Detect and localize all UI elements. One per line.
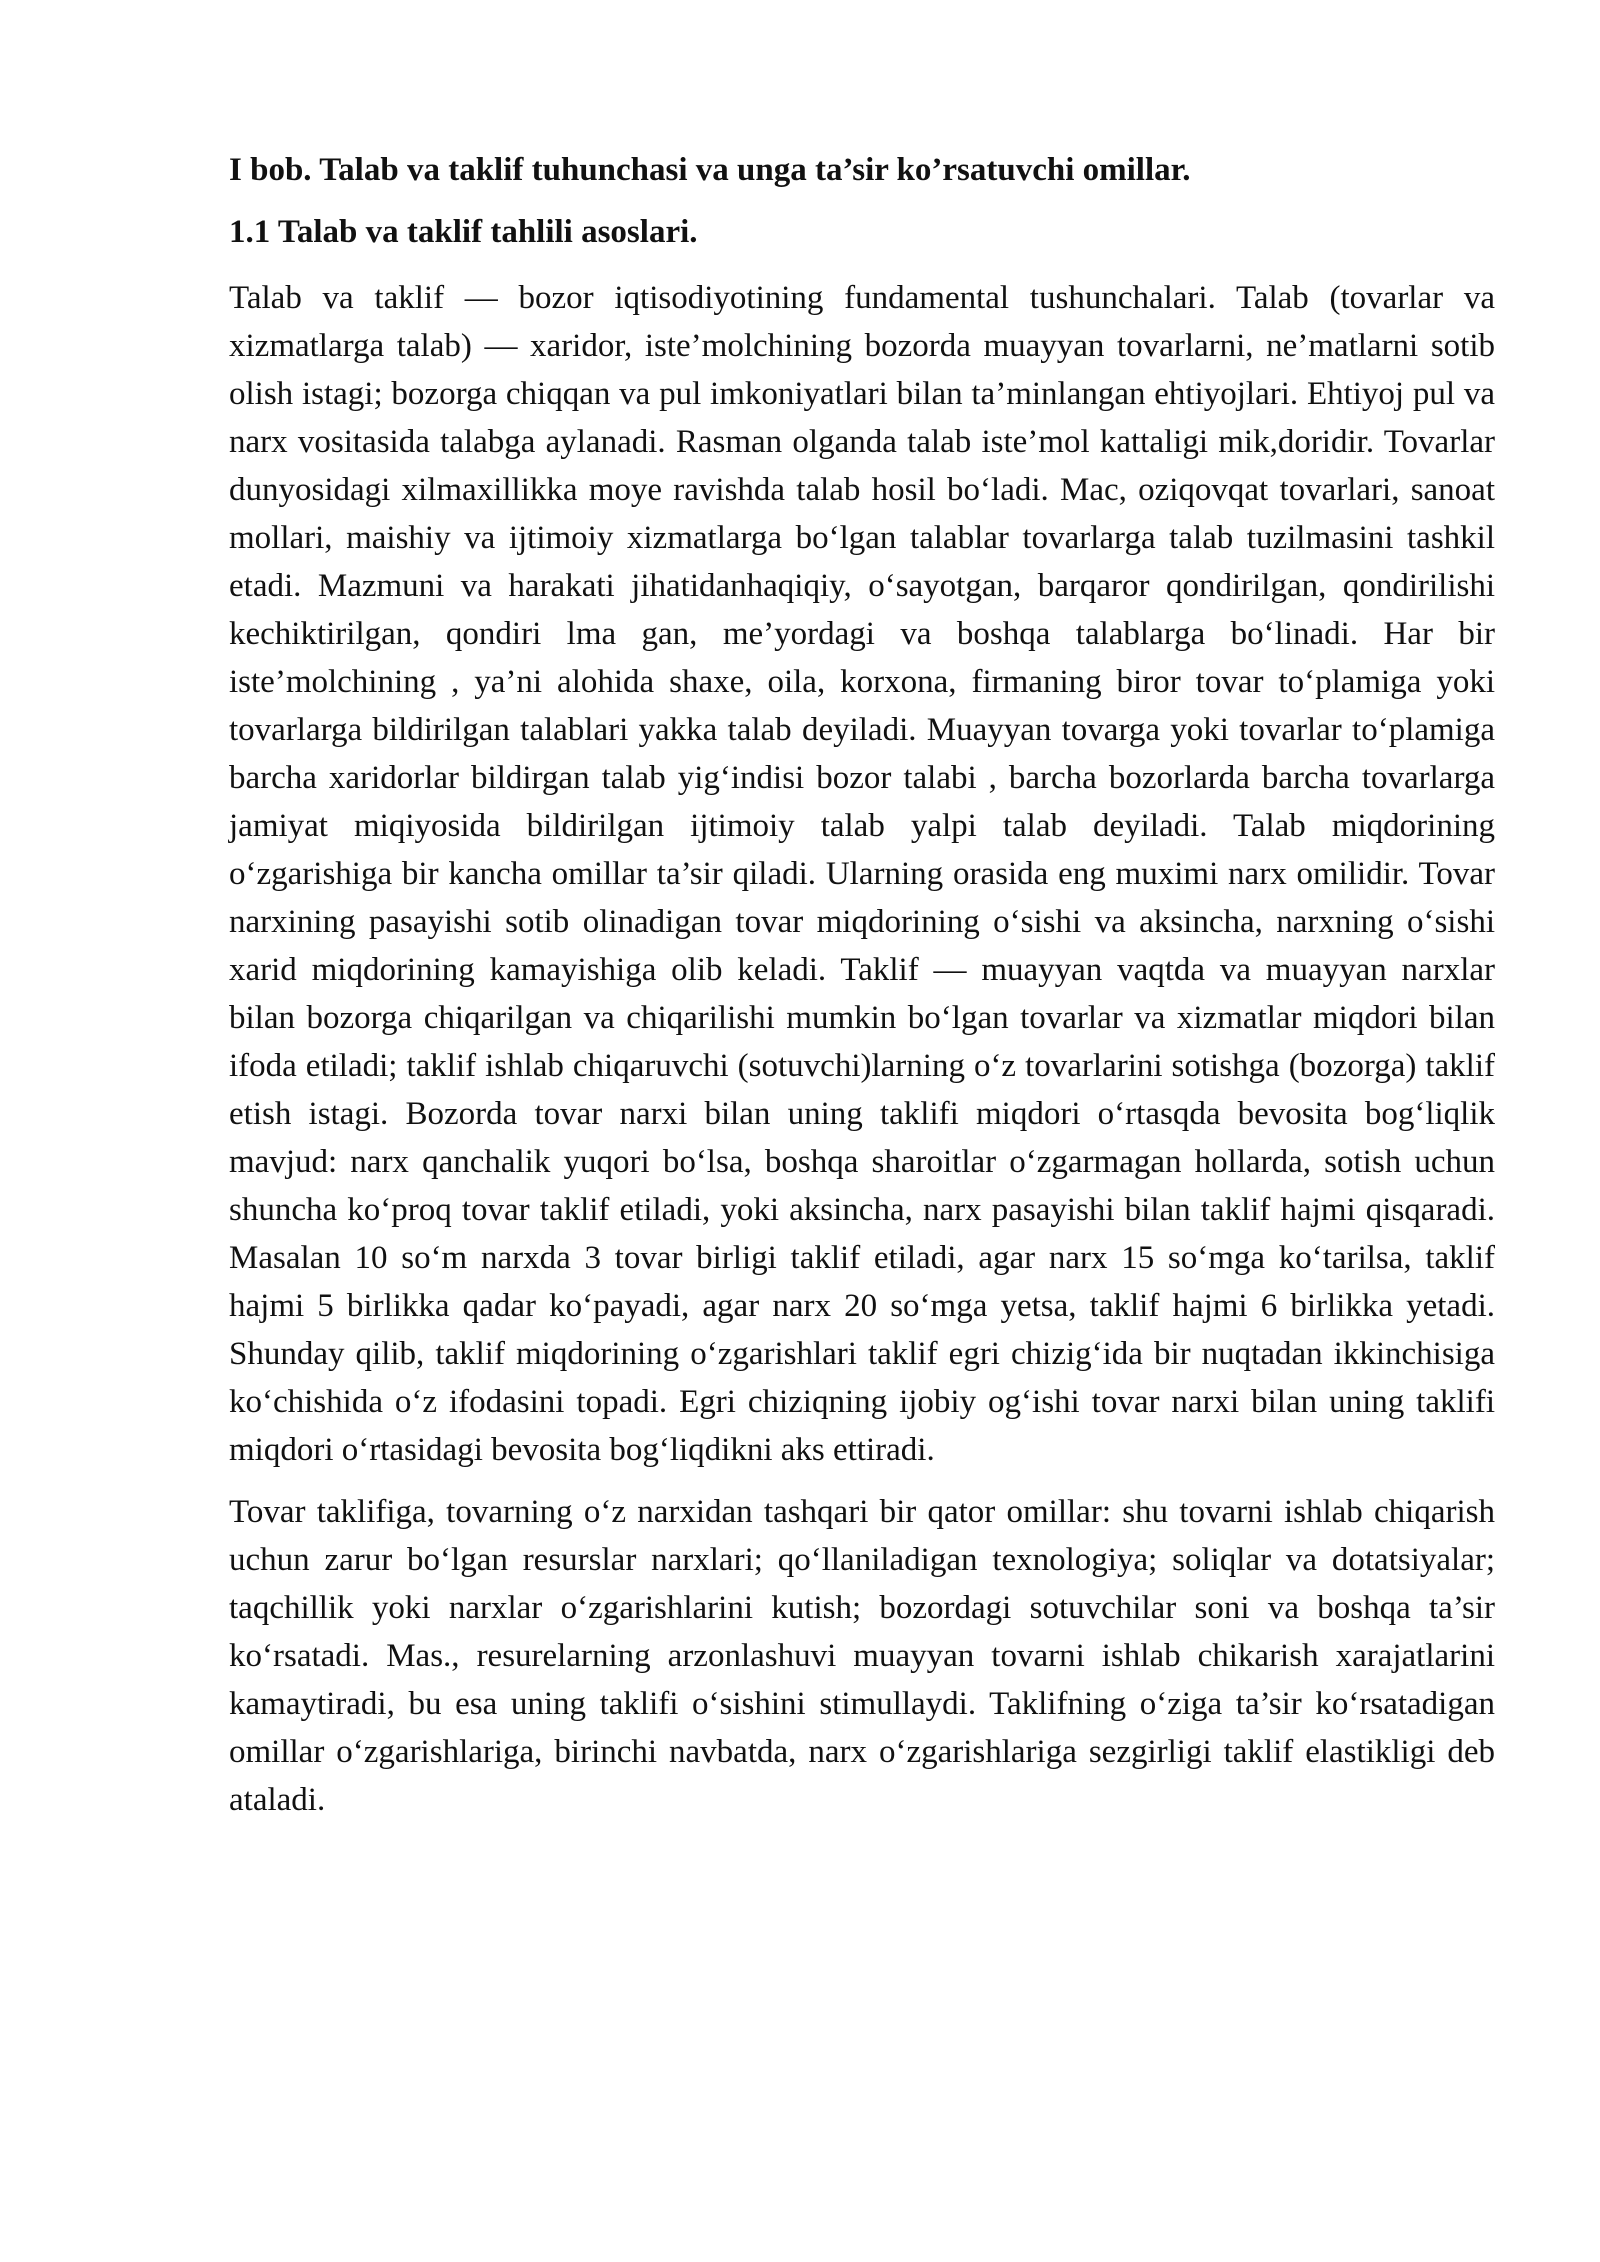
- section-heading: 1.1 Talab va taklif tahlili asoslari.: [229, 214, 698, 250]
- document-page: [229, 150, 1495, 1838]
- body-paragraph-2: Tovar taklifiga, tovarning oʻz narxidan tashqari bir qator omillar: shu tovarni ishlab chiqarish uchun zarur boʻlgan resurslar narxlari; qoʻllaniladigan texnologiya; soliqlar va dotatsiyalar; taqchillik yoki narxlar oʻzgarishlarini kutish; bozordagi sotuvchilar soni va boshqa ta’sir koʻrsatadi. Mas., resurelarning arzonlashuvi muayyan tovarni ishlab chikarish xarajatlarini kamaytiradi, bu esa uning taklifi oʻsishini stimullaydi. Taklifning oʻziga ta’sir koʻrsatadigan omillar oʻzgarishlariga, birinchi navbatda, narx oʻzgarishlariga sezgirligi taklif elastikligi deb ataladi.: [229, 1494, 1495, 1818]
- body-paragraph-1: Talab va taklif — bozor iqtisodiyotining fundamental tushunchalari. Talab (tovarlar va xizmatlarga talab) — xaridor, iste’molchining bozorda muayyan tovarlarni, ne’matlarni sotib olish istagi; bozorga chiqqan va pul imkoniyatlari bilan ta’minlangan ehtiyojlari. Ehtiyoj pul va narx vositasida talabga aylanadi. Rasman olganda talab iste’mol kattaligi mik,doridir. Tovarlar dunyosidagi xilmaxillikka moye ravishda talab hosil boʻladi. Mac, oziqovqat tovarlari, sanoat mollari, maishiy va ijtimoiy xizmatlarga boʻlgan talablar tovarlarga talab tuzilmasini tashkil etadi. Mazmuni va harakati jihatidanhaqiqiy, oʻsayotgan, barqaror qondirilgan, qondirilishi kechiktirilgan, qondiri lma gan, me’yordagi va boshqa talablarga boʻlinadi. Har bir iste’molchining , ya’ni alohida shaxe, oila, korxona, firmaning biror tovar toʻplamiga yoki tovarlarga bildirilgan talablari yakka talab deyiladi. Muayyan tovarga yoki tovarlar toʻplamiga barcha xaridorlar bildirgan talab yigʻindisi bozor talabi , barcha bozorlarda barcha tovarlarga jamiyat miqiyosida bildirilgan ijtimoiy talab yalpi talab deyiladi. Talab miqdorining oʻzgarishiga bir kancha omillar ta’sir qiladi. Ularning orasida eng muximi narx omilidir. Tovar narxining pasayishi sotib olinadigan tovar miqdorining oʻsishi va aksincha, narxning oʻsishi xarid miqdorining kamayishiga olib keladi. Taklif — muayyan vaqtda va muayyan narxlar bilan bozorga chiqarilgan va chiqarilishi mumkin boʻlgan tovarlar va xizmatlar miqdori bilan ifoda etiladi; taklif ishlab chiqaruvchi (sotuvchi)larning oʻz tovarlarini sotishga (bozorga) taklif etish istagi. Bozorda tovar narxi bilan uning taklifi miqdori oʻrtasqda bevosita bogʻliqlik mavjud: narx qanchalik yuqori boʻlsa, boshqa sharoitlar oʻzgarmagan hollarda, sotish uchun shuncha koʻproq tovar taklif etiladi, yoki aksincha, narx pasayishi bilan taklif hajmi qisqaradi. Masalan 10 soʻm narxda 3 tovar birligi taklif etiladi, agar narx 15 soʻmga koʻtarilsa, taklif hajmi 5 birlikka qadar koʻpayadi, agar narx 20 soʻmga yetsa, taklif hajmi 6 birlikka yetadi. Shunday qilib, taklif miqdorining oʻzgarishlari taklif egri chizigʻida bir nuqtadan ikkinchisiga koʻchishida oʻz ifodasini topadi. Egri chiziqning ijobiy ogʻishi tovar narxi bilan uning taklifi miqdori oʻrtasidagi bevosita bogʻliqdikni aks ettiradi.: [229, 280, 1495, 1468]
- chapter-heading: I bob. Talab va taklif tuhunchasi va unga ta’sir ko’rsatuvchi omillar.: [229, 152, 1191, 188]
